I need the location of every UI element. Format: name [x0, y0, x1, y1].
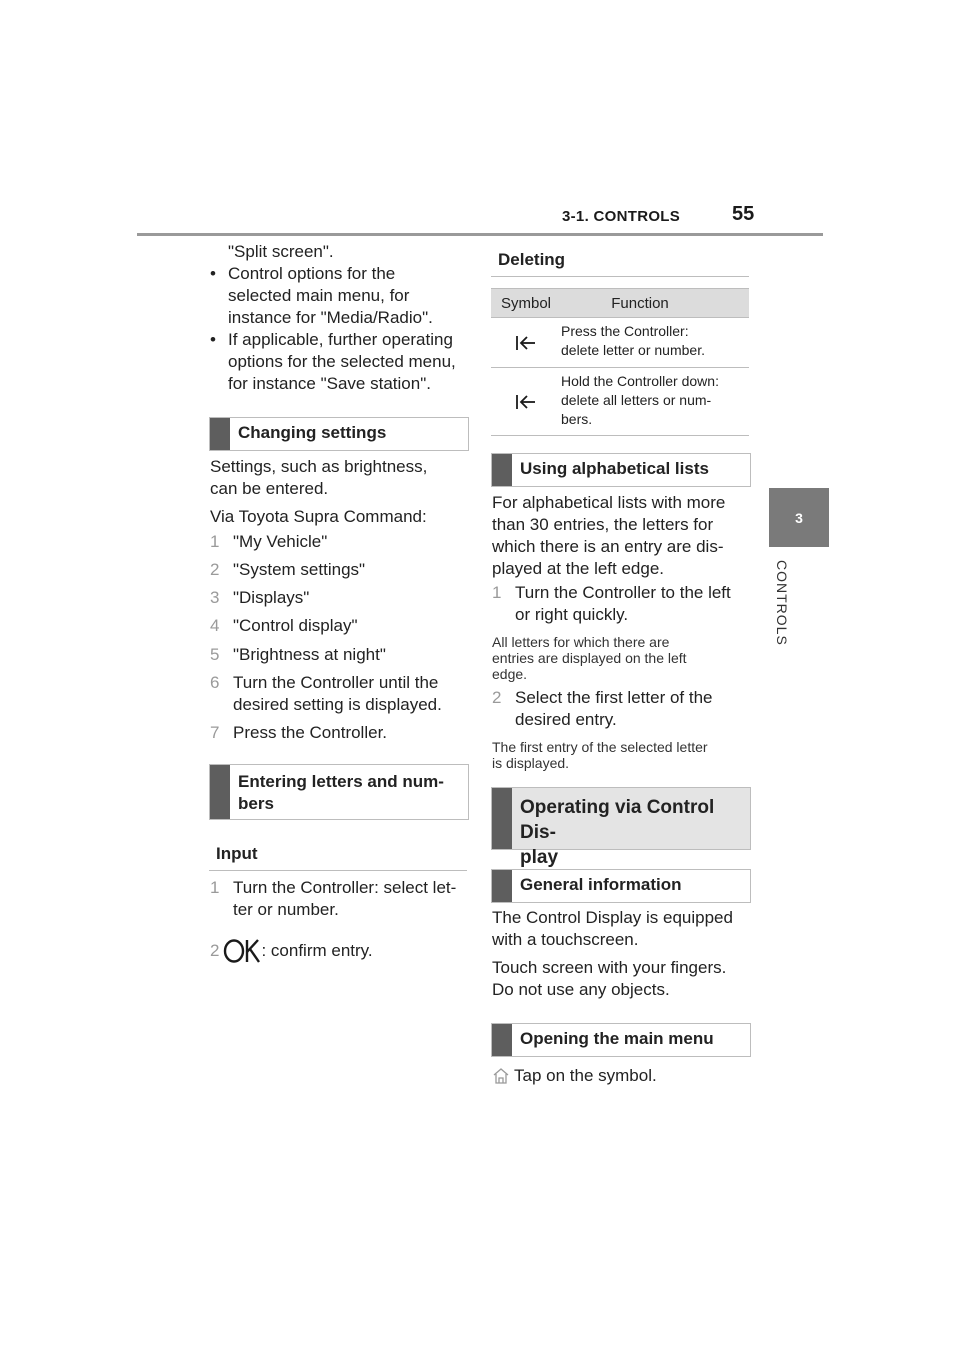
delete-arrow-icon: [515, 334, 537, 352]
list-item: • Control options for the selected main menu, for instance for "Media/Radio".: [210, 264, 433, 327]
bullet-icon: •: [210, 264, 216, 283]
header-rule: [137, 233, 823, 236]
section-title: 3-1. CONTROLS: [562, 208, 681, 225]
step: 2 Select the first letter of the desired entry.: [492, 688, 713, 729]
step: 3 "Displays": [210, 588, 310, 607]
step: 2 : confirm entry.: [210, 938, 373, 964]
divider: [491, 276, 749, 277]
page-number: 55: [732, 203, 755, 225]
home-icon: [492, 1067, 510, 1085]
step: 1 Turn the Controller to the left or right quickly.: [492, 583, 731, 624]
step: 5 "Brightness at night": [210, 645, 386, 664]
step: 4 "Control display": [210, 616, 358, 635]
changing-settings-intro: Settings, such as brightness, can be entered.: [210, 457, 428, 498]
main-menu-instruction: Tap on the symbol.: [492, 1065, 657, 1087]
divider: [209, 870, 467, 871]
bullet-list: [210, 241, 470, 395]
general-paragraph: The Control Display is equipped with a touchscreen.: [492, 908, 733, 949]
note: The first entry of the selected letter is displayed.: [492, 739, 708, 771]
heading-input: Input: [216, 844, 258, 863]
heading-opening-main-menu: Opening the main menu: [491, 1023, 751, 1057]
symbol-table: [491, 288, 749, 436]
heading-entering-letters: Entering letters and num- bers: [209, 764, 469, 820]
step: 7 Press the Controller.: [210, 723, 388, 742]
heading-operating-control-display: Operating via Control Dis- play: [491, 787, 751, 850]
list-item: • If applicable, further operating options for the selected menu, for instance "Save station".: [210, 330, 456, 393]
ok-symbol-icon: [223, 938, 261, 964]
step: 2 "System settings": [210, 560, 366, 579]
note: All letters for which there are entries are displayed on the left edge.: [492, 634, 687, 682]
heading-general-information: General information: [491, 869, 751, 903]
table-header: Symbol Function: [491, 288, 749, 318]
heading-changing-settings: Changing settings: [209, 417, 469, 451]
continued-line: "Split screen".: [228, 242, 334, 261]
bullet-icon: •: [210, 330, 216, 349]
table-row: Press the Controller: delete letter or number.: [491, 318, 749, 368]
delete-arrow-icon: [515, 393, 537, 411]
table-row: Hold the Controller down: delete all letters or num- bers.: [491, 368, 749, 436]
alphabetical-intro: For alphabetical lists with more than 30 entries, the letters for which there is an entry are dis- played at the left edge.: [492, 493, 726, 578]
step: 1 Turn the Controller: select let- ter or number.: [210, 878, 457, 919]
via-command-text: Via Toyota Supra Command:: [210, 507, 427, 526]
general-paragraph: Touch screen with your fingers. Do not use any objects.: [492, 958, 727, 999]
heading-deleting: Deleting: [498, 250, 566, 269]
chapter-tab: 3: [769, 488, 829, 547]
step: 6 Turn the Controller until the desired setting is displayed.: [210, 673, 442, 714]
heading-alphabetical-lists: Using alphabetical lists: [491, 453, 751, 487]
chapter-label: CONTROLS: [774, 560, 790, 646]
step: 1 "My Vehicle": [210, 532, 328, 551]
